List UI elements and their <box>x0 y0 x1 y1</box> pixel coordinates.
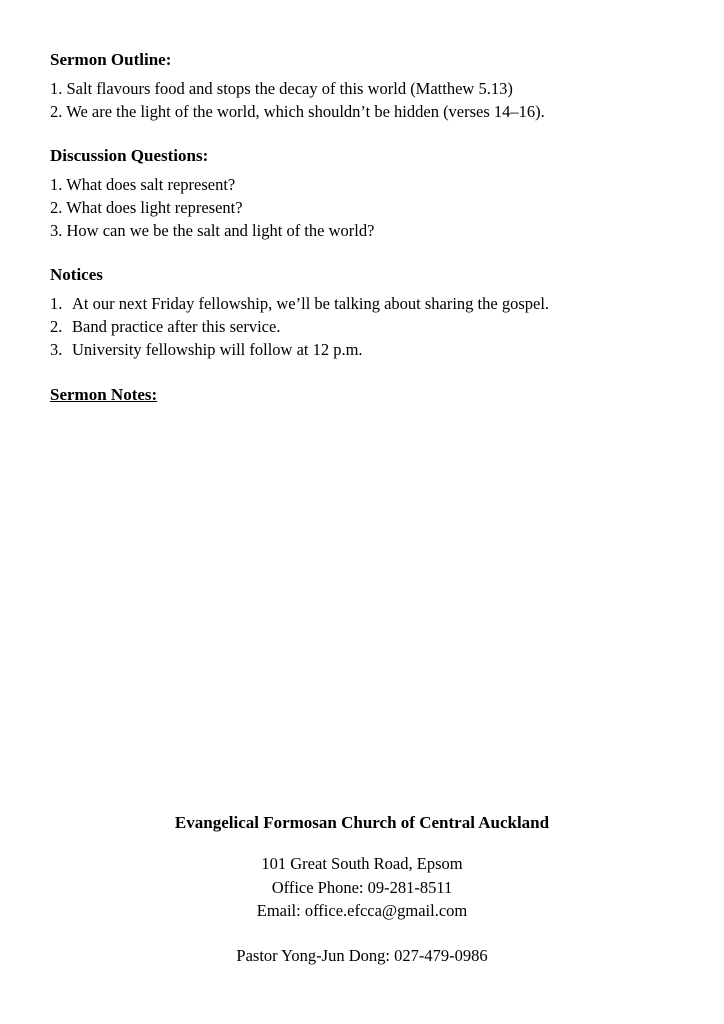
list-item: 3. How can we be the salt and light of the world? <box>50 220 375 240</box>
list-item-number: 2. <box>50 316 63 336</box>
list-item <box>50 339 670 362</box>
document-footer <box>0 812 724 968</box>
list-item-text: University fellowship will follow at 12 p.m. <box>72 339 363 359</box>
list-item-number: 3. <box>50 339 63 359</box>
section-discussion-questions <box>50 146 670 243</box>
discussion-questions-heading: Discussion Questions: <box>50 145 209 165</box>
list-item <box>50 293 670 316</box>
notices-heading: Notices <box>50 264 103 284</box>
list-item: 1. What does salt represent? <box>50 175 236 195</box>
sermon-notes-heading: Sermon Notes: <box>50 385 158 405</box>
discussion-questions-list <box>50 174 670 242</box>
church-name: Evangelical Formosan Church of Central Auckland <box>174 813 550 832</box>
sermon-notes-blank-area <box>50 414 670 744</box>
church-phone: Office Phone: 09-281-8511 <box>271 877 453 897</box>
church-address: 101 Great South Road, Epsom <box>261 854 463 874</box>
church-email: Email: office.efcca@gmail.com <box>256 900 468 920</box>
sermon-outline-list <box>50 78 670 124</box>
list-item: 2. What does light represent? <box>50 198 243 218</box>
list-item <box>50 316 670 339</box>
list-item-text: At our next Friday fellowship, we’ll be talking about sharing the gospel. <box>72 294 550 313</box>
list-item-text: Band practice after this service. <box>72 316 281 336</box>
section-notices <box>50 265 670 362</box>
sermon-outline-heading: Sermon Outline: <box>50 50 172 69</box>
pastor-contact: Pastor Yong-Jun Dong: 027-479-0986 <box>236 946 488 966</box>
section-sermon-outline <box>50 50 670 124</box>
section-sermon-notes <box>50 385 670 743</box>
list-item-number: 1. <box>50 294 63 313</box>
list-item: 2. We are the light of the world, which shouldn’t be hidden (verses 14–16). <box>50 102 545 122</box>
list-item: 1. Salt flavours food and stops the decay of this world (Matthew 5.13) <box>50 79 513 99</box>
document-body <box>50 50 670 748</box>
notices-list <box>50 293 670 361</box>
